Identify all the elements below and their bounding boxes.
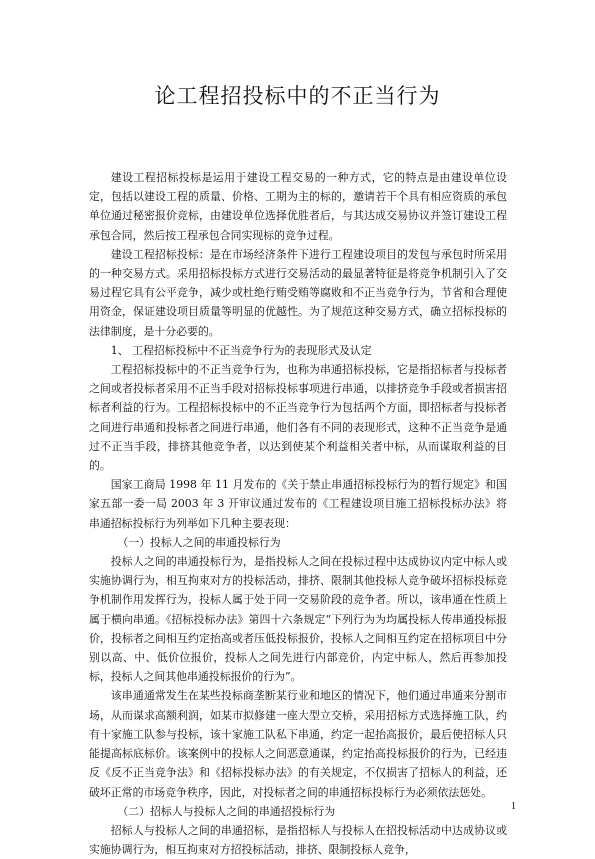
paragraph: 招标人与投标人之间的串通招标，是指招标人与投标人在招投标活动中达成协议或实施协调行为，相互拘束对方招投标活动，排挤、限制投标人竞争，: [89, 823, 507, 857]
section-heading: 1、 工程招标投标中不正当竞争行为的表现形式及认定: [110, 343, 372, 357]
document-body: [89, 168, 507, 859]
paragraph: 建设工程招标投标是运用于建设工程交易的一种方式，它的特点是由建设单位设定，包括以建设工程的质量、价格、工期为主的标的，邀请若干个具有相应资质的承包单位通过秘密报价竞标，由建设单位选择优胜者后，与其达成交易协议并签订建设工程承包合同，然后按工程承包合同实现标的竞争过程。: [89, 171, 507, 242]
paragraph: 建设工程招标投标：是在市场经济条件下进行工程建设项目的发包与承包时所采用的一种交易方式。采用招标投标方式进行交易活动的最显著特征是将竞争机制引入了交易过程它具有公平竞争，减少或杜绝行贿受贿等腐败和不正当竞争行为，节省和合理使用资金，保证建设项目质量等明显的优越性。为了规范这种交易方式，确立招标投标的法律制度，是十分必要的。: [89, 247, 507, 338]
paragraph: 投标人之间的串通投标行为，是指投标人之间在投标过程中达成协议内定中标人或实施协调行为，相互拘束对方的投标活动，排挤、限制其他投标人竞争破坏招标投标竞争机制作用发挥行为，投标人属于处于同一交易阶段的竞争者。所以，该串通在性质上属于横向串通。《招标投标办法》第四十六条规定“下列行为为均属投标人传串通投标报价，投标者之间相互约定抬高或者压低投标报价，投标人之间相互约定在招标项目中分别以高、中、低价位报价，投标人之间先进行内部竞价，内定中标人，然后再参加投标，投标人之间其他串通投标报价的行为”。: [89, 555, 507, 684]
subsection-heading: （二）招标人与投标人之间的串通招投标行为: [117, 804, 336, 818]
paragraph: 该串通通常发生在某些投标商垄断某行业和地区的情况下，他们通过串通来分割市场，从而谋求高额利润，如某市拟修建一座大型立交桥，采用招标方式选择施工队，约有十家施工队参与投标，该十家施工队私下串通，约定一起抬高报价，最后使招标人只能提高标底标价。该案例中的投标人之间恶意通谋，约定抬高投标报价的行为，已经违反《反不正当竞争法》和《招标投标办法》的有关规定，不仅损害了招标人的利益，还破坏正常的市场竞争秩序，因此，对投标者之间的串通招标投标行为必须依法惩处。: [89, 689, 507, 799]
page-number: 1: [511, 801, 516, 812]
paragraph: 国家工商局 1998 年 11 月发布的《关于禁止串通招标投标行为的暂行规定》和国家五部一委一局 2003 年 3 开审议通过发布的《工程建设项目施工招标投标办法》将串通招标投标行为列举如下几种主要表现：: [89, 478, 507, 530]
paragraph: 工程招标投标中的不正当竞争行为，也称为串通招标投标，它是指招标者与投标者之间或者投标者采用不正当手段对招标投标事项进行串通，以排挤竞争手段或者损害招标者利益的行为。工程招标投标中的不正当竞争行为包括两个方面，即招标者与投标者之间进行串通和投标者之间进行串通，他们各有不同的表现形式，这种不正当竞争是通过不正当手段，排挤其他竞争者，以达到使某个利益相关者中标，从而谋取利益的目的。: [89, 363, 507, 473]
subsection-heading: （一）投标人之间的串通投标行为: [117, 535, 281, 549]
document-title: 论工程招投标中的不正当行为: [154, 84, 441, 108]
